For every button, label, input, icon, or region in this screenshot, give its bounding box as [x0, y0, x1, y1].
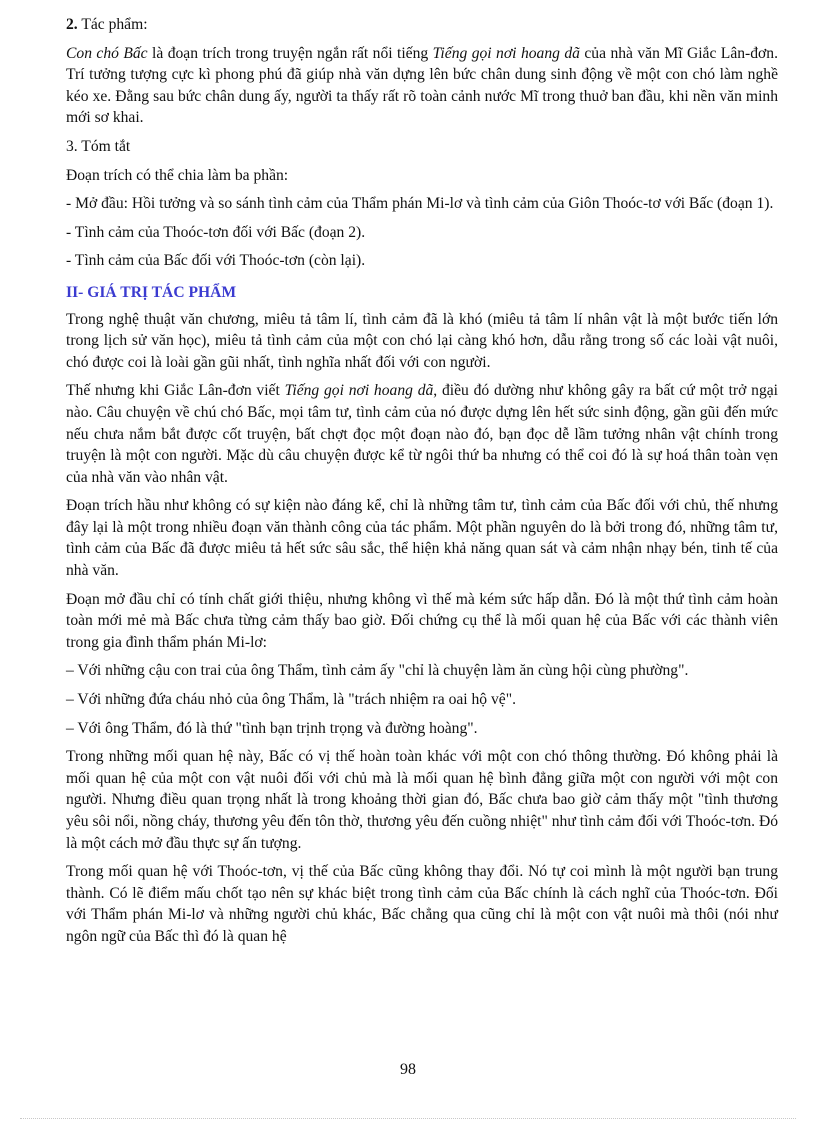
page-number: 98	[400, 1061, 416, 1078]
section-3-title: 3. Tóm tắt	[66, 137, 131, 155]
paragraph-2: Thế nhưng khi Giắc Lân-đơn viết Tiếng gọi nơi hoang dã, điều đó dường như không gây ra bất cứ một trở ngại nào. Câu chuyện về chú chó Bấc, mọi tâm tư, tình cảm của nó được dựng lên hết sức sinh động, gần gũi đến mức nếu chưa nắm bắt được cốt truyện, bất chợt đọc một đoạn nào đó, bạn đọc dễ lầm tưởng nhân vật chính trong truyện là một con người. Mặc dù câu chuyện được kể từ ngôi thứ ba nhưng có thể coi đó là sự hoá thân toàn vẹn của nhà văn vào nhân vật.	[66, 382, 779, 486]
summary-item-3: - Tình cảm của Bấc đối với Thoóc-tơn (còn lại).	[66, 252, 366, 270]
section-2-body: Con chó Bấc là đoạn trích trong truyện ngắn rất nổi tiếng Tiếng gọi nơi hoang dã của nhà văn Mĩ Giắc Lân-đơn. Trí tưởng tượng cực kì phong phú đã giúp nhà văn dựng lên bức chân dung sinh động về một con chó làm nghề kéo xe. Đằng sau bức chân dung ấy, người ta thấy rất rõ toàn cảnh nước Mĩ trong thuở ban đầu, khi nền văn minh mới sơ khai.	[66, 44, 778, 127]
page-body	[66, 14, 778, 955]
dash-item-1: – Với những cậu con trai của ông Thẩm, tình cảm ấy "chỉ là chuyện làm ăn cùng hội cùng phường".	[66, 662, 689, 680]
summary-item-1: - Mở đầu: Hồi tưởng và so sánh tình cảm của Thẩm phán Mi-lơ và tình cảm của Giôn Thoóc-tơ với Bấc (đoạn 1).	[66, 195, 774, 213]
summary-item-2: - Tình cảm của Thoóc-tơn đối với Bấc (đoạn 2).	[66, 223, 366, 241]
dash-item-3: – Với ông Thẩm, đó là thứ "tình bạn trịnh trọng và đường hoàng".	[66, 719, 478, 737]
section-3-intro: Đoạn trích có thể chia làm ba phần:	[66, 166, 289, 184]
paragraph-3: Đoạn trích hầu như không có sự kiện nào đáng kể, chỉ là những tâm tư, tình cảm của Bấc đối với chủ, thế nhưng đây lại là một trong nhiều đoạn văn thành công của tác phẩm. Một phần nguyên do là bởi trong đó, những tâm tư, tình cảm của Bấc đã được miêu tả hết sức sâu sắc, thể hiện khả năng quan sát và cảm nhận nhạy bén, tinh tế của nhà văn.	[66, 497, 778, 580]
dash-item-2: – Với những đứa cháu nhỏ của ông Thẩm, là "trách nhiệm ra oai hộ vệ".	[66, 691, 516, 709]
section-heading-value: II- GIÁ TRỊ TÁC PHẨM	[66, 283, 237, 301]
paragraph-4: Đoạn mở đầu chỉ có tính chất giới thiệu, nhưng không vì thế mà kém sức hấp dẫn. Đó là một thứ tình cảm hoàn toàn mới mẻ mà Bấc chưa từng cảm thấy bao giờ. Đối chứng cụ thể là mối quan hệ của Bấc với các thành viên trong gia đình thẩm phán Mi-lơ:	[66, 590, 778, 651]
section-2-title: 2. Tác phẩm:	[66, 16, 148, 33]
paragraph-5: Trong những mối quan hệ này, Bấc có vị thế hoàn toàn khác với một con chó thông thường. Đó không phải là mối quan hệ của một con vật nuôi đối với chủ mà là mối quan hệ bình đẳng giữa một con người với một con người. Nhưng điều quan trọng nhất là trong khoảng thời gian đó, Bấc chưa bao giờ cảm thấy một "tình thương yêu sôi nổi, nồng cháy, thương yêu đến tôn thờ, thương yêu đến cuồng nhiệt" như tình cảm đối với Thoóc-tơn. Đó là một cách mở đầu thực sự ấn tượng.	[66, 748, 778, 852]
section-2-number: 2.	[66, 16, 78, 33]
page-bottom-divider	[20, 1118, 796, 1119]
paragraph-6: Trong mối quan hệ với Thoóc-tơn, vị thế của Bấc cũng không thay đổi. Nó tự coi mình là một người bạn trung thành. Có lẽ điểm mấu chốt tạo nên sự khác biệt trong tình cảm của Bấc chính là cách nghĩ của Thoóc-tơn. Đối với Thẩm phán Mi-lơ và những người chủ khác, Bấc chẳng qua cũng chỉ là một con vật nuôi mà thôi (nói như ngôn ngữ của Bấc thì đó là quan hệ	[66, 863, 778, 945]
paragraph-1: Trong nghệ thuật văn chương, miêu tả tâm lí, tình cảm đã là khó (miêu tả tâm lí nhân vật là một bước tiến lớn trong lịch sử văn học), miêu tả tình cảm của một con chó lại càng khó hơn, dẫu rằng trong số các loài vật nuôi, chó được coi là loài gần gũi nhất, tình nghĩa nhất đối với con người.	[66, 310, 778, 371]
